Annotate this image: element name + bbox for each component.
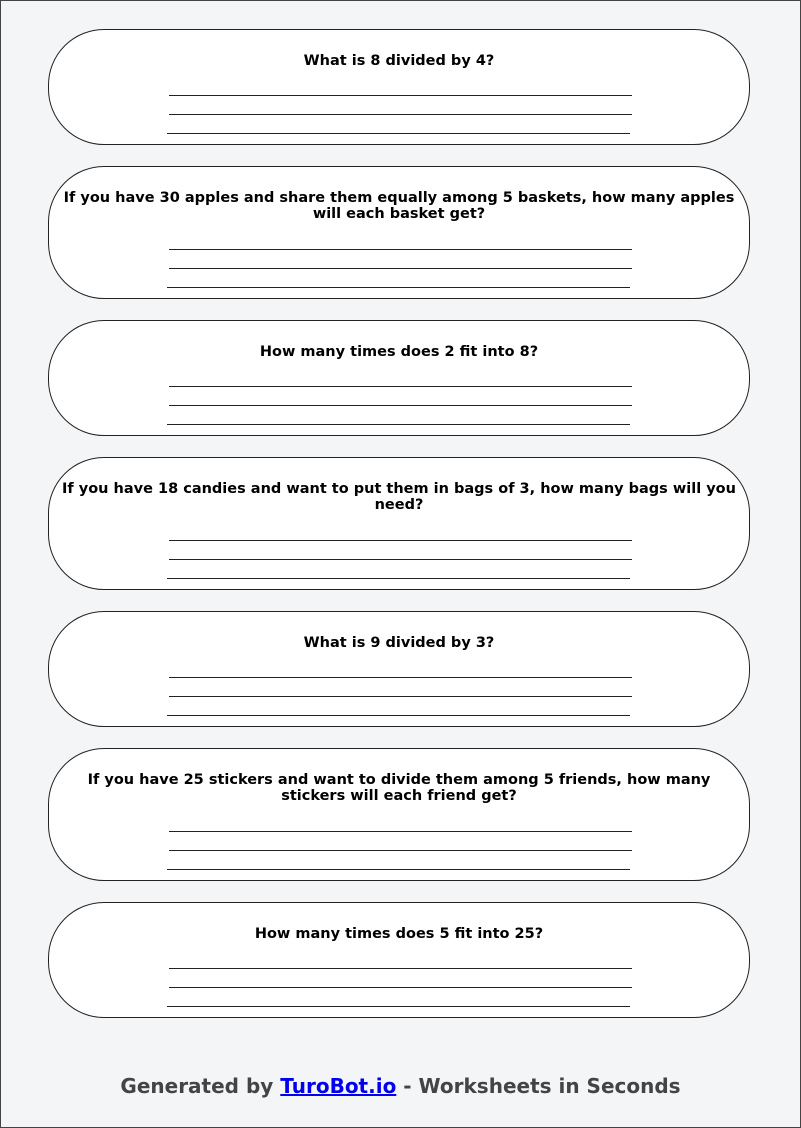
question-text: How many times does 2 fit into 8?	[259, 344, 539, 360]
question-card	[48, 902, 750, 1018]
footer-suffix: - Worksheets in Seconds	[403, 1074, 681, 1098]
answer-line	[169, 114, 632, 115]
answer-line	[169, 95, 632, 96]
answer-line	[169, 987, 632, 988]
question-text: How many times does 5 fit into 25?	[254, 926, 544, 942]
question-card	[48, 29, 750, 145]
answer-line	[169, 249, 632, 250]
question-card	[48, 748, 750, 881]
question-card	[48, 166, 750, 299]
answer-line	[167, 133, 630, 134]
question-text: What is 8 divided by 4?	[303, 53, 495, 69]
answer-line	[167, 287, 630, 288]
answer-line	[167, 578, 630, 579]
question-card	[48, 320, 750, 436]
answer-line	[169, 559, 632, 560]
answer-line	[169, 405, 632, 406]
question-text: If you have 30 apples and share them equally among 5 baskets, how many apples will each basket get?	[63, 190, 735, 222]
question-text: If you have 18 candies and want to put them in bags of 3, how many bags will you need?	[62, 481, 736, 513]
answer-line	[167, 1006, 630, 1007]
answer-line	[167, 424, 630, 425]
question-card	[48, 611, 750, 727]
answer-line	[167, 869, 630, 870]
answer-line	[169, 268, 632, 269]
answer-line	[169, 677, 632, 678]
answer-line	[169, 696, 632, 697]
footer	[1, 1074, 800, 1098]
answer-line	[169, 831, 632, 832]
question-text: If you have 25 stickers and want to divide them among 5 friends, how many stickers will each friend get?	[87, 772, 711, 804]
question-card	[48, 457, 750, 590]
answer-line	[169, 968, 632, 969]
answer-line	[167, 715, 630, 716]
answer-line	[169, 850, 632, 851]
question-text: What is 9 divided by 3?	[303, 635, 495, 651]
footer-prefix: Generated by	[120, 1074, 274, 1098]
answer-line	[169, 540, 632, 541]
answer-line	[169, 386, 632, 387]
turobot-link[interactable]: TuroBot.io	[280, 1074, 397, 1098]
